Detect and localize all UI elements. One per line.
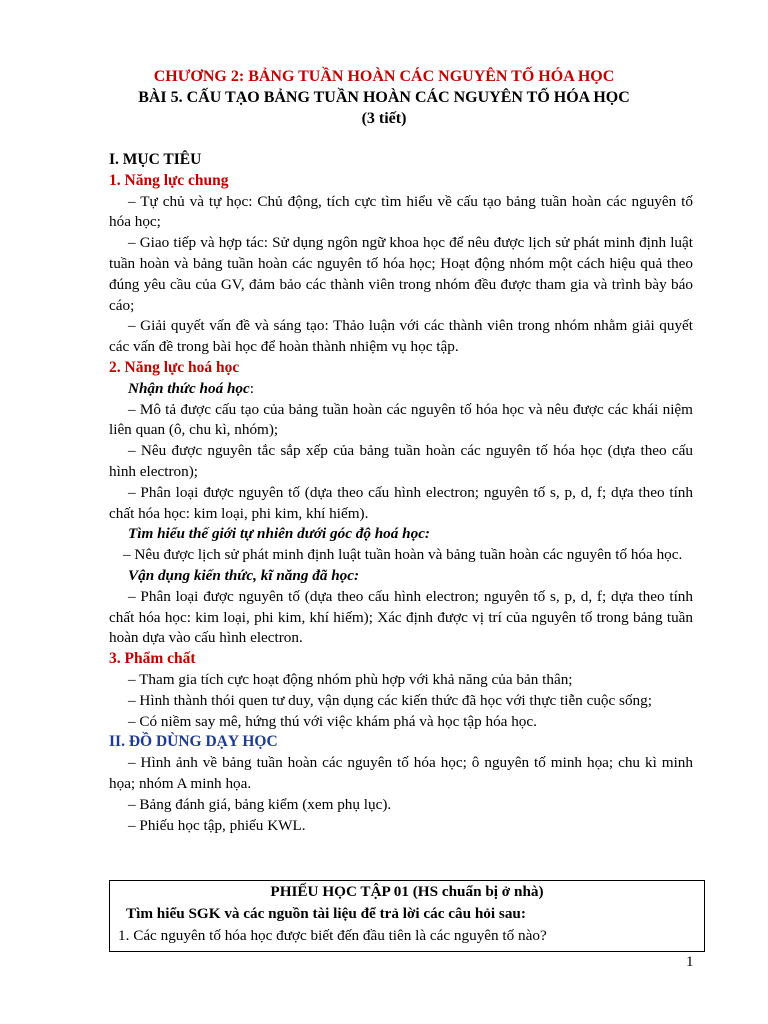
cognition-label: Nhận thức hoá học (128, 379, 250, 397)
document-body (109, 150, 693, 836)
paragraph: – Tham gia tích cực hoạt động nhóm phù hợp với khả năng của bản thân; (128, 670, 573, 688)
worksheet-question: 1. Các nguyên tố hóa học được biết đến đầu tiên là các nguyên tố nào? (118, 927, 547, 944)
general-competence-heading: 1. Năng lực chung (109, 171, 229, 189)
paragraph: – Nêu được nguyên tắc sắp xếp của bảng tuần hoàn các nguyên tố hóa học (dựa theo cấu hình electron); (109, 442, 693, 480)
paragraph: – Có niềm say mê, hứng thú với việc khám phá và học tập hóa học. (128, 712, 537, 730)
qualities-heading: 3. Phẩm chất (109, 650, 196, 668)
paragraph: – Giao tiếp và hợp tác: Sử dụng ngôn ngữ khoa học để nêu được lịch sử phát minh định luật tuần hoàn và bảng tuần hoàn các nguyên tố hóa học; Hoạt động nhóm một cách hiệu quả theo đúng yêu cầu của GV, đảm bảo các thành viên trong nhóm đều được tham gia và trình bày báo cáo; (109, 234, 693, 314)
chapter-title: CHƯƠNG 2: BẢNG TUẦN HOÀN CÁC NGUYÊN TỐ HÓA HỌC (153, 68, 615, 85)
paragraph: – Phiếu học tập, phiếu KWL. (128, 816, 306, 834)
paragraph: – Nêu được lịch sử phát minh định luật tuần hoàn và bảng tuần hoàn các nguyên tố hóa học. (123, 546, 683, 564)
paragraph: – Hình thành thói quen tư duy, vận dụng các kiến thức đã học với thực tiễn cuộc sống; (128, 691, 652, 709)
paragraph: – Phân loại được nguyên tố (dựa theo cấu hình electron; nguyên tố s, p, d, f; dựa theo tính chất hóa học: kim loại, phi kim, khí hiếm); Xác định được vị trí của nguyên tố trong bảng tuần hoàn dựa vào cấu hình electron. (109, 587, 693, 647)
paragraph: – Mô tả được cấu tạo của bảng tuần hoàn các nguyên tố hóa học và nêu được các khái niệm liên quan (ô, chu kì, nhóm); (109, 400, 693, 439)
worksheet-box (109, 880, 705, 952)
duration: (3 tiết) (361, 110, 407, 127)
section-objectives-heading: I. MỤC TIÊU (109, 151, 202, 168)
explore-subheading: Tìm hiểu thế giới tự nhiên dưới góc độ hoá học: (128, 525, 430, 543)
teaching-materials-heading: II. ĐỒ DÙNG DẠY HỌC (109, 733, 278, 751)
cognition-subheading (109, 379, 693, 400)
paragraph: – Phân loại được nguyên tố (dựa theo cấu hình electron; nguyên tố s, p, d, f; dựa theo tính chất hóa học: kim loại, phi kim, khí hiếm). (109, 483, 693, 522)
page-number: 1 (686, 954, 694, 970)
apply-subheading: Vận dụng kiến thức, kĩ năng đã học: (128, 566, 360, 584)
title-block (0, 66, 768, 129)
worksheet-title: PHIẾU HỌC TẬP 01 (HS chuẩn bị ở nhà) (270, 883, 544, 900)
lesson-title: BÀI 5. CẤU TẠO BẢNG TUẦN HOÀN CÁC NGUYÊN TỐ HÓA HỌC (138, 89, 630, 106)
paragraph: – Giải quyết vấn đề và sáng tạo: Thảo luận với các thành viên trong nhóm nhằm giải quyết các vấn đề trong bài học để hoàn thành nhiệm vụ học tập. (109, 317, 693, 356)
worksheet-instruction: Tìm hiểu SGK và các nguồn tài liệu để trả lời các câu hỏi sau: (126, 905, 526, 922)
chemistry-competence-heading: 2. Năng lực hoá học (109, 358, 240, 376)
paragraph: – Bảng đánh giá, bảng kiểm (xem phụ lục). (128, 795, 392, 813)
paragraph: – Hình ảnh về bảng tuần hoàn các nguyên tố hóa học; ô nguyên tố minh họa; chu kì minh họa; nhóm A minh họa. (109, 754, 693, 792)
paragraph: – Tự chủ và tự học: Chủ động, tích cực tìm hiểu về cấu tạo bảng tuần hoàn các nguyên tố hóa học; (109, 192, 693, 231)
cognition-colon: : (249, 379, 255, 397)
